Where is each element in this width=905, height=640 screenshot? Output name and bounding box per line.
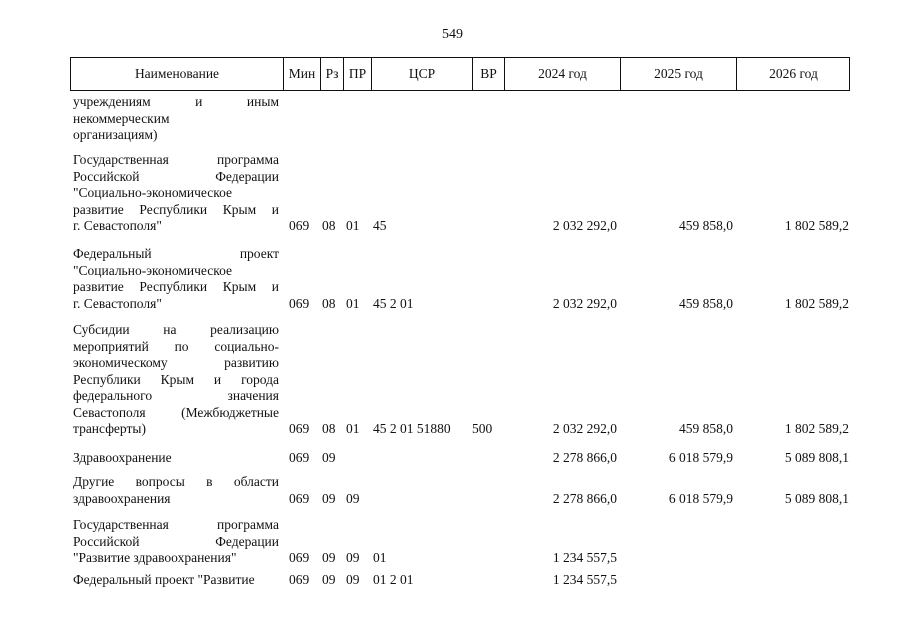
row-name-line: некоммерческим (73, 110, 170, 126)
row-name-line: организациям) (73, 127, 158, 142)
cell-min: 069 (289, 295, 310, 311)
row-name-line: развитие Республики Крым и (73, 279, 279, 294)
header-csr: ЦСР (371, 58, 472, 90)
row-name-line: Российской Федерации (73, 168, 279, 184)
cell-csr: 45 2 01 51880 (373, 421, 451, 436)
cell-y2025: 6 018 579,9 (668, 450, 733, 465)
row-name-line: Другие вопросы в области (73, 474, 279, 489)
cell-y2024: 2 032 292,0 (552, 295, 617, 311)
cell-pr: 01 (346, 218, 360, 233)
cell-csr: 45 (373, 218, 387, 233)
cell-pr: 01 (346, 421, 360, 436)
row-name-line: Республики Крым и города (73, 371, 279, 387)
row-name (73, 474, 279, 507)
cell-pr: 09 (346, 550, 360, 565)
cell-y2025: 459 858,0 (679, 295, 733, 311)
cell-min: 069 (289, 450, 310, 465)
row-name (73, 152, 279, 235)
row-name (73, 572, 279, 589)
row-name-line: здравоохранения (73, 490, 171, 506)
cell-y2024: 1 234 557,5 (552, 550, 617, 565)
cell-pr: 09 (346, 572, 360, 587)
cell-y2026: 1 802 589,2 (784, 421, 849, 436)
row-name-line: мероприятий по социально- (73, 338, 279, 354)
row-name (73, 94, 279, 144)
row-name (73, 246, 279, 312)
cell-y2024: 2 278 866,0 (552, 490, 617, 506)
row-name-line: Севастополя (Межбюджетные (73, 404, 279, 420)
header-2026: 2026 год (736, 58, 850, 90)
row-name-line: развитие Республики Крым и (73, 201, 279, 217)
cell-y2024: 2 032 292,0 (552, 421, 617, 436)
row-name (73, 517, 279, 567)
cell-y2025: 6 018 579,9 (668, 490, 733, 506)
header-2024: 2024 год (504, 58, 620, 90)
header-pr: ПР (343, 58, 371, 90)
cell-rz: 08 (322, 218, 336, 233)
header-2025: 2025 год (620, 58, 736, 90)
row-name-line: "Социально-экономическое (73, 185, 232, 200)
row-name-line: "Развитие здравоохранения" (73, 550, 237, 565)
row-name-line: Российской Федерации (73, 533, 279, 549)
row-name (73, 450, 279, 467)
cell-min: 069 (289, 218, 310, 233)
cell-y2024: 1 234 557,5 (552, 572, 617, 587)
cell-y2024: 2 278 866,0 (552, 450, 617, 465)
cell-pr: 01 (346, 295, 360, 311)
row-name-line: Здравоохранение (73, 450, 172, 465)
row-name-line: Государственная программа (73, 517, 279, 532)
cell-y2026: 1 802 589,2 (784, 218, 849, 233)
cell-y2025: 459 858,0 (679, 218, 733, 233)
row-name-line: федерального значения (73, 388, 279, 403)
cell-y2024: 2 032 292,0 (552, 218, 617, 233)
cell-min: 069 (289, 421, 310, 436)
row-name-line: учреждениям и иным (73, 94, 279, 109)
row-name-line: Субсидии на реализацию (73, 322, 279, 337)
row-name-line: Государственная программа (73, 152, 279, 167)
row-name-line: г. Севастополя" (73, 295, 162, 311)
cell-y2025: 459 858,0 (679, 421, 733, 436)
cell-y2026: 1 802 589,2 (784, 295, 849, 311)
cell-pr: 09 (346, 490, 360, 506)
cell-rz: 09 (322, 572, 336, 587)
row-name-line: Федеральный проект (73, 246, 279, 261)
header-min: Мин (283, 58, 320, 90)
table-header (70, 57, 850, 91)
page-number: 549 (442, 27, 463, 42)
header-name: Наименование (134, 66, 220, 81)
cell-rz: 08 (322, 295, 336, 311)
cell-y2026: 5 089 808,1 (784, 450, 849, 465)
cell-min: 069 (289, 572, 310, 587)
cell-rz: 09 (322, 490, 336, 506)
cell-rz: 09 (322, 450, 336, 465)
header-rz: Рз (320, 58, 343, 90)
row-name-line: экономическому развитию (73, 355, 279, 370)
cell-csr: 01 (373, 550, 387, 565)
cell-min: 069 (289, 490, 310, 506)
header-vr: ВР (472, 58, 504, 90)
row-name (73, 322, 279, 438)
cell-csr: 01 2 01 (373, 572, 414, 587)
cell-min: 069 (289, 550, 310, 565)
row-name-line: трансферты) (73, 421, 146, 436)
row-name-line: "Социально-экономическое (73, 262, 232, 278)
cell-rz: 08 (322, 421, 336, 436)
cell-csr: 45 2 01 (373, 295, 414, 311)
cell-vr: 500 (472, 421, 493, 436)
row-name-line: г. Севастополя" (73, 218, 162, 233)
cell-y2026: 5 089 808,1 (784, 490, 849, 506)
cell-rz: 09 (322, 550, 336, 565)
row-name-line: Федеральный проект "Развитие (73, 572, 255, 587)
